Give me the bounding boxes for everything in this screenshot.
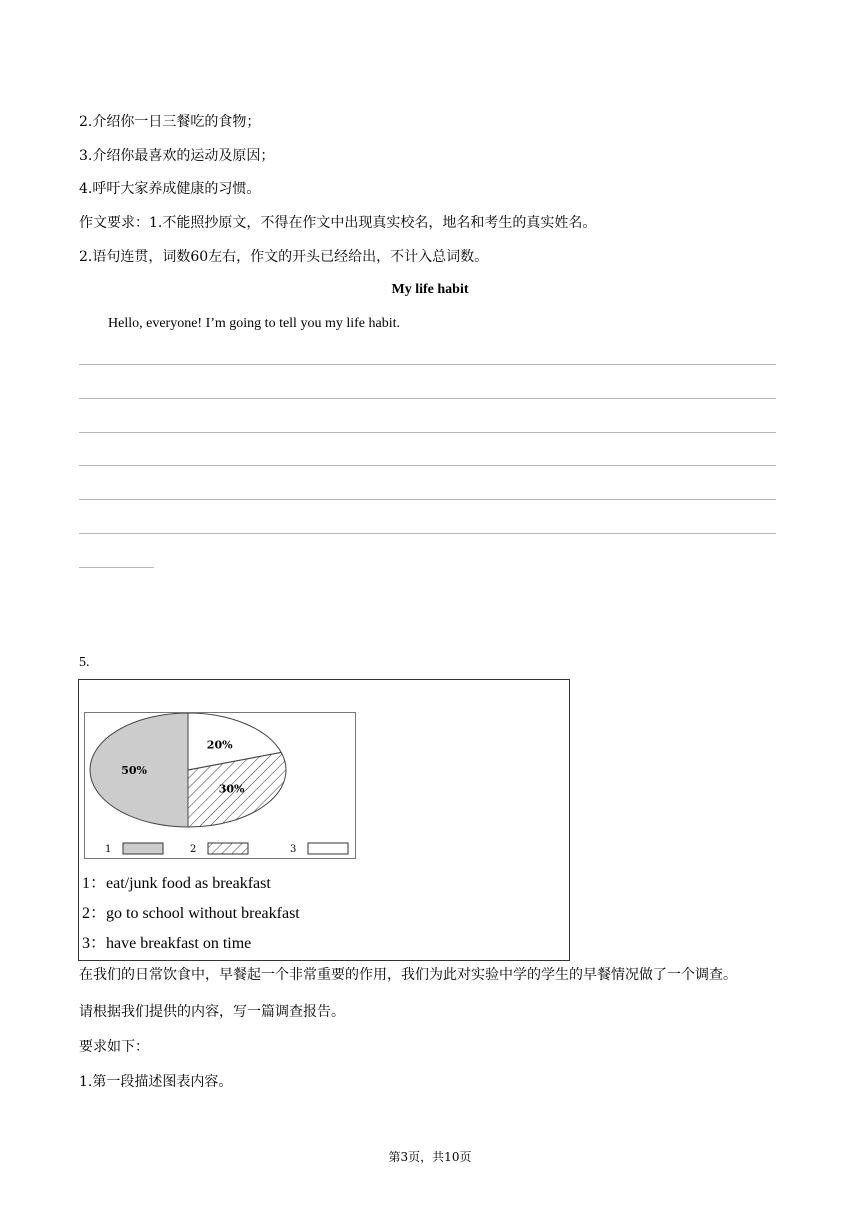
pie-slices — [90, 713, 286, 827]
legend-label-2: 2 — [190, 844, 197, 855]
pie-label-1: 50% — [121, 764, 147, 777]
chart-legend — [105, 843, 348, 855]
pie-chart-svg — [85, 713, 355, 858]
instruction-line-4: 4.呼吁大家养成健康的习惯。 — [79, 181, 261, 197]
writing-line[interactable] — [79, 533, 776, 534]
essay-title: My life habit — [391, 282, 469, 297]
q5-paragraph-2: 请根据我们提供的内容，写一篇调查报告。 — [79, 1004, 345, 1020]
q5-paragraph-3: 要求如下： — [79, 1039, 149, 1055]
legend-text-2: 2：go to school without breakfast — [82, 905, 300, 922]
q5-paragraph-4: 1.第一段描述图表内容。 — [79, 1074, 233, 1090]
legend-label-3: 3 — [290, 844, 297, 855]
writing-line[interactable] — [79, 398, 776, 399]
writing-line[interactable] — [79, 465, 776, 466]
legend-swatch-3 — [308, 843, 348, 854]
writing-line[interactable] — [79, 432, 776, 433]
legend-text-3: 3：have breakfast on time — [82, 935, 252, 952]
pie-label-3: 20% — [206, 738, 233, 752]
legend-swatch-1 — [123, 843, 163, 854]
question-number: 5. — [79, 655, 90, 670]
writing-line[interactable] — [79, 499, 776, 500]
page-footer: 第3页，共10页 — [388, 1150, 472, 1164]
q5-paragraph-1: 在我们的日常饮食中，早餐起一个非常重要的作用，我们为此对实验中学的学生的早餐情况做了一个调查。 — [79, 967, 737, 983]
chart-frame — [78, 679, 570, 961]
legend-text-1: 1：eat/junk food as breakfast — [82, 875, 271, 892]
essay-opening: Hello, everyone! I’m going to tell you my life habit. — [108, 316, 400, 331]
pie-chart-figure — [84, 712, 356, 859]
instruction-line-2: 2.介绍你一日三餐吃的食物； — [79, 114, 261, 130]
legend-swatch-2 — [208, 843, 248, 854]
requirement-line-2: 2.语句连贯，词数60左右，作文的开头已经给出，不计入总词数。 — [79, 249, 489, 265]
writing-line[interactable] — [79, 567, 154, 568]
requirement-line-1: 作文要求：1.不能照抄原文，不得在作文中出现真实校名，地名和考生的真实姓名。 — [79, 215, 597, 231]
pie-label-2: 30% — [218, 782, 245, 796]
writing-line[interactable] — [79, 364, 776, 365]
instruction-line-3: 3.介绍你最喜欢的运动及原因； — [79, 148, 275, 164]
legend-label-1: 1 — [105, 844, 112, 855]
